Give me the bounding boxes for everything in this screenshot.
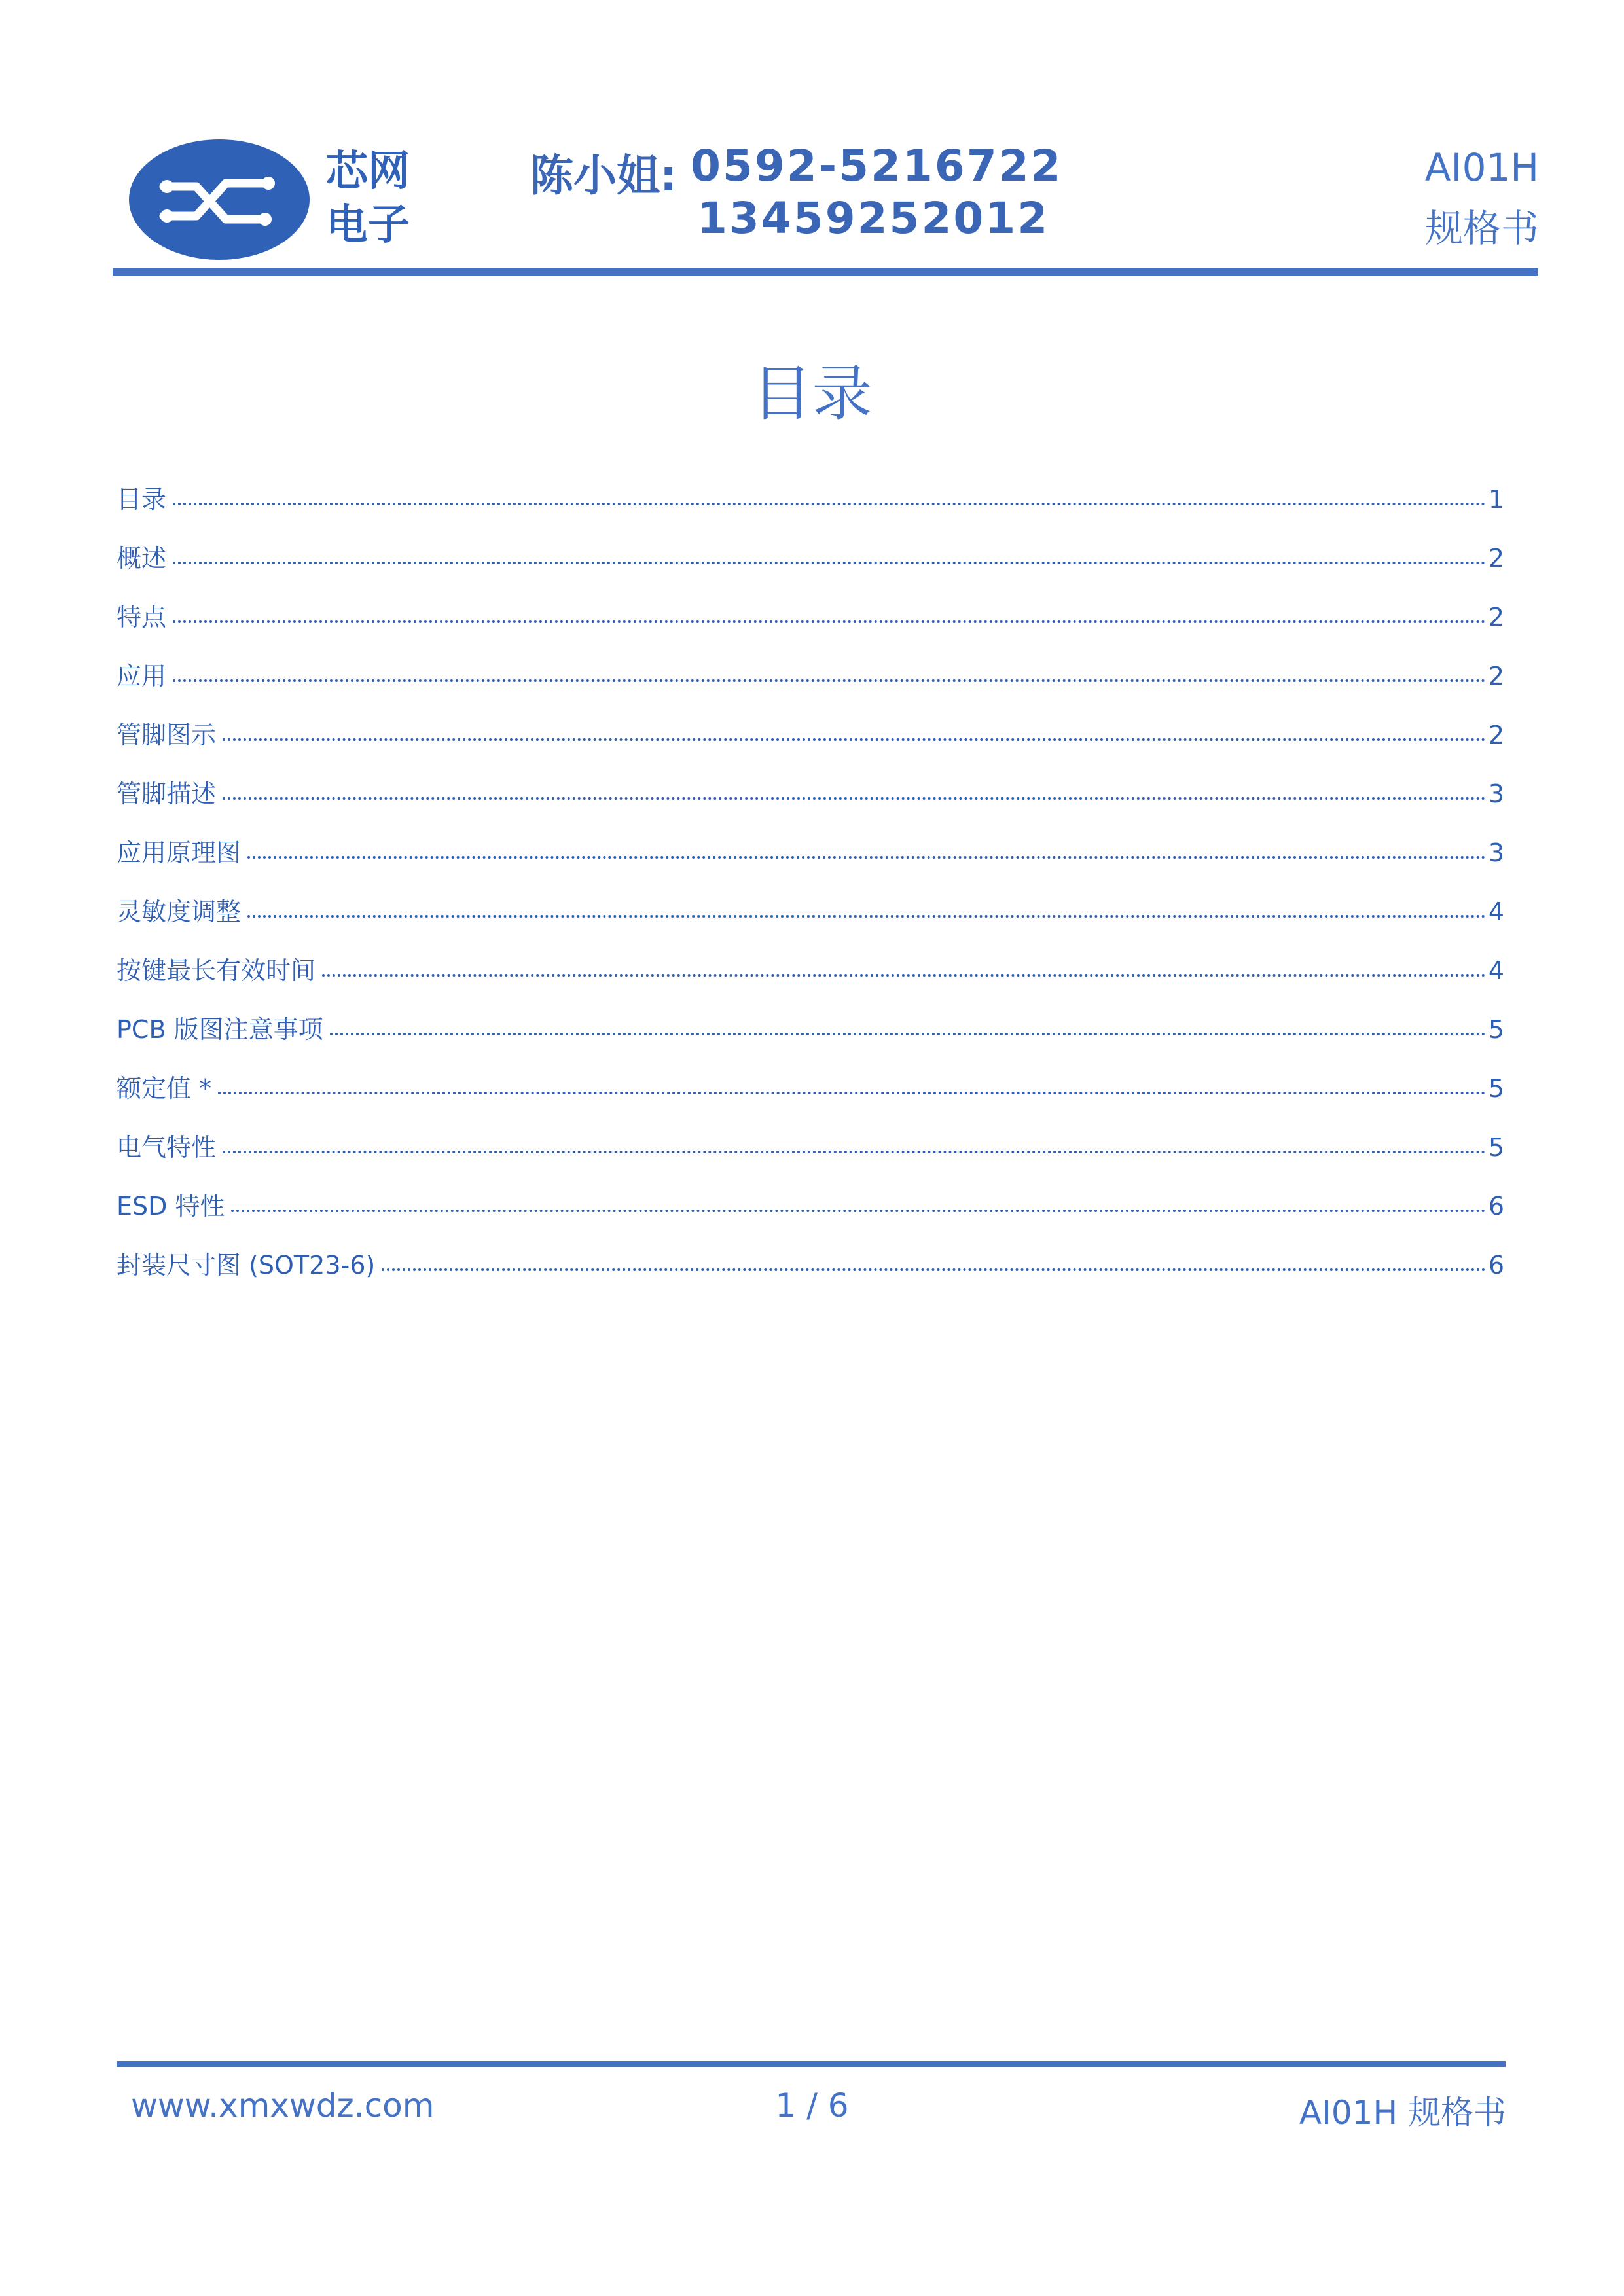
toc-entry-page: 4 [1488, 956, 1504, 985]
toc-entry[interactable] [117, 715, 1504, 774]
toc-entry[interactable] [117, 597, 1504, 656]
footer-website: www.xmxwdz.com [131, 2087, 435, 2125]
toc-entry-title: 管脚描述 [117, 780, 217, 808]
contact-phone-2: 13459252012 [697, 193, 1050, 243]
toc-dot-leader [223, 738, 1486, 741]
toc-entry[interactable] [117, 1127, 1504, 1186]
toc-entry[interactable] [117, 950, 1504, 1009]
toc-entry-title: 额定值 * [117, 1074, 212, 1103]
logo-icon [128, 134, 429, 265]
toc-entry-page: 5 [1488, 1015, 1504, 1044]
toc-entry-title: 特点 [117, 603, 167, 632]
toc-entry[interactable] [117, 774, 1504, 833]
toc-entry[interactable] [117, 656, 1504, 715]
toc-entry-page: 2 [1488, 721, 1504, 749]
toc-dot-leader [223, 797, 1486, 800]
toc-dot-leader [218, 1092, 1486, 1094]
toc-entry[interactable] [117, 833, 1504, 891]
logo-text-line1: 芯网 [326, 147, 410, 196]
toc-dot-leader [173, 562, 1486, 564]
toc-dot-leader [223, 1151, 1486, 1153]
toc-entry-page: 5 [1488, 1133, 1504, 1162]
footer-doc-name: AI01H 规格书 [1299, 2094, 1506, 2132]
toc-entry-title: 封装尺寸图 (SOT23-6) [117, 1251, 376, 1280]
contact-label: 陈小姐: [530, 151, 677, 201]
toc-entry-title: 应用 [117, 662, 167, 691]
toc-dot-leader [173, 679, 1486, 682]
toc-title: 目录 [751, 359, 873, 429]
toc-entry[interactable] [117, 891, 1504, 950]
toc-entry-title: 目录 [117, 485, 167, 514]
toc-dot-leader [382, 1268, 1486, 1271]
toc-dot-leader [330, 1033, 1486, 1035]
toc-entry-page: 5 [1488, 1074, 1504, 1103]
logo-text-line2: 电子 [326, 201, 410, 249]
toc-entry-title: 灵敏度调整 [117, 897, 242, 926]
header-divider [113, 268, 1538, 276]
toc-entry[interactable] [117, 1186, 1504, 1245]
contact-phone-1: 0592-5216722 [691, 141, 1063, 191]
toc-entry-title: ESD 特性 [117, 1192, 225, 1221]
toc-dot-leader [247, 856, 1486, 859]
toc-entry-title: 按键最长有效时间 [117, 956, 316, 985]
toc-entry[interactable] [117, 538, 1504, 597]
toc-entry[interactable] [117, 1245, 1504, 1304]
toc-entry-page: 3 [1488, 838, 1504, 867]
toc-entry-page: 2 [1488, 544, 1504, 573]
company-logo [128, 134, 429, 265]
toc-entry-page: 1 [1488, 485, 1504, 514]
toc-entry-page: 4 [1488, 897, 1504, 926]
toc-entry-page: 6 [1488, 1192, 1504, 1221]
toc-entry-page: 2 [1488, 662, 1504, 691]
toc-entry-title: 电气特性 [117, 1133, 217, 1162]
toc-entry-page: 2 [1488, 603, 1504, 632]
toc-entry-title: 概述 [117, 544, 167, 573]
toc-entry[interactable] [117, 1009, 1504, 1068]
toc-entry-title: 应用原理图 [117, 838, 242, 867]
toc-dot-leader [231, 1210, 1485, 1212]
toc-entry-page: 6 [1488, 1251, 1504, 1280]
toc-dot-leader [322, 974, 1486, 977]
toc-entry-page: 3 [1488, 780, 1504, 808]
toc-entry[interactable] [117, 479, 1504, 538]
toc-entry-title: 管脚图示 [117, 721, 217, 749]
footer-page-indicator: 1 / 6 [775, 2087, 849, 2125]
toc-dot-leader [247, 915, 1486, 918]
footer-divider [117, 2061, 1506, 2067]
toc-dot-leader [173, 620, 1486, 623]
header-doc-kind: 规格书 [1424, 206, 1539, 251]
table-of-contents [117, 479, 1504, 1304]
toc-dot-leader [173, 503, 1486, 505]
toc-entry-title: PCB 版图注意事项 [117, 1015, 323, 1044]
toc-entry[interactable] [117, 1068, 1504, 1127]
header-doc-model: AI01H [1424, 145, 1539, 190]
